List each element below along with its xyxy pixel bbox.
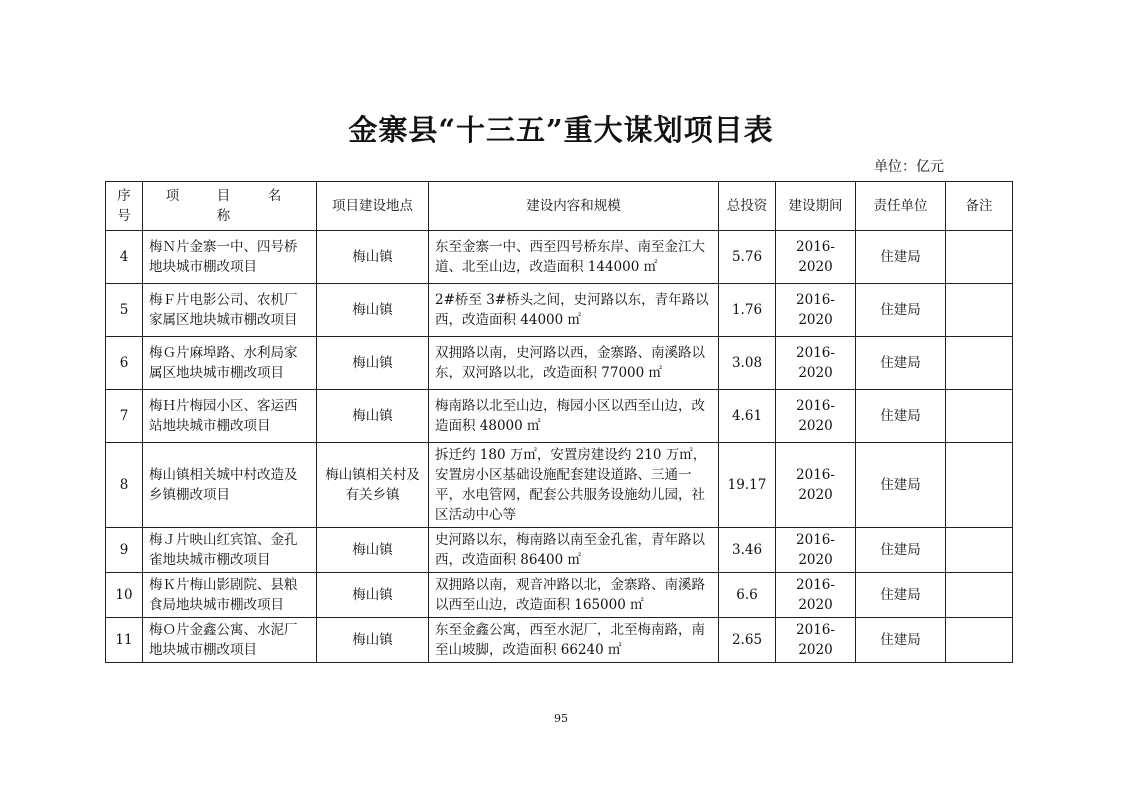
cell-period: 2016-2020: [776, 528, 856, 573]
cell-note: [946, 528, 1013, 573]
table-row: [106, 231, 1013, 284]
cell-period: 2016-2020: [776, 337, 856, 390]
cell-no: 9: [106, 528, 143, 573]
header-note: 备注: [946, 182, 1013, 231]
cell-no: 6: [106, 337, 143, 390]
cell-name: 梅Ｆ片电影公司、农机厂家属区地块城市棚改项目: [143, 284, 317, 337]
cell-note: [946, 337, 1013, 390]
header-no: 序号: [106, 182, 143, 231]
cell-name: 梅Ｊ片映山红宾馆、金孔雀地块城市棚改项目: [143, 528, 317, 573]
cell-content: 史河路以东，梅南路以南至金孔雀，青年路以西，改造面积 86400 ㎡: [429, 528, 719, 573]
cell-name: 梅山镇相关城中村改造及乡镇棚改项目: [143, 443, 317, 528]
table-header-row: [106, 182, 1013, 231]
cell-investment: 1.76: [719, 284, 776, 337]
cell-note: [946, 284, 1013, 337]
header-unit: 责任单位: [856, 182, 946, 231]
cell-content: 东至金寨一中、西至四号桥东岸、南至金江大道、北至山边，改造面积 144000 ㎡: [429, 231, 719, 284]
cell-no: 10: [106, 573, 143, 618]
table-row: [106, 618, 1013, 663]
cell-location: 梅山镇: [317, 618, 429, 663]
cell-name: 梅Ｏ片金鑫公寓、水泥厂地块城市棚改项目: [143, 618, 317, 663]
cell-content: 双拥路以南，史河路以西，金寨路、南溪路以东，双河路以北，改造面积 77000 ㎡: [429, 337, 719, 390]
table-row: [106, 528, 1013, 573]
cell-location: 梅山镇: [317, 337, 429, 390]
cell-location: 梅山镇: [317, 390, 429, 443]
cell-unit: 住建局: [856, 443, 946, 528]
cell-note: [946, 618, 1013, 663]
header-content: 建设内容和规模: [429, 182, 719, 231]
cell-no: 7: [106, 390, 143, 443]
cell-period: 2016-2020: [776, 390, 856, 443]
cell-name: 梅Ｋ片梅山影剧院、县粮食局地块城市棚改项目: [143, 573, 317, 618]
cell-investment: 5.76: [719, 231, 776, 284]
cell-no: 11: [106, 618, 143, 663]
cell-location: 梅山镇: [317, 528, 429, 573]
cell-content: 双拥路以南，观音冲路以北，金寨路、南溪路以西至山边，改造面积 165000 ㎡: [429, 573, 719, 618]
cell-name: 梅Ｇ片麻埠路、水利局家属区地块城市棚改项目: [143, 337, 317, 390]
cell-unit: 住建局: [856, 284, 946, 337]
cell-unit: 住建局: [856, 573, 946, 618]
cell-no: 8: [106, 443, 143, 528]
cell-no: 4: [106, 231, 143, 284]
table-row: [106, 337, 1013, 390]
cell-period: 2016-2020: [776, 573, 856, 618]
header-location: 项目建设地点: [317, 182, 429, 231]
cell-investment: 6.6: [719, 573, 776, 618]
header-name: 项 目 名 称: [143, 182, 317, 231]
page-number: 95: [554, 712, 568, 725]
cell-unit: 住建局: [856, 528, 946, 573]
cell-content: 2#桥至 3#桥头之间，史河路以东，青年路以西，改造面积 44000 ㎡: [429, 284, 719, 337]
cell-unit: 住建局: [856, 231, 946, 284]
cell-note: [946, 390, 1013, 443]
projects-table: [105, 181, 1013, 663]
cell-investment: 19.17: [719, 443, 776, 528]
unit-label: 单位：亿元: [874, 159, 944, 175]
cell-period: 2016-2020: [776, 284, 856, 337]
table-row: [106, 390, 1013, 443]
cell-location: 梅山镇: [317, 573, 429, 618]
cell-location: 梅山镇: [317, 231, 429, 284]
cell-unit: 住建局: [856, 390, 946, 443]
cell-unit: 住建局: [856, 618, 946, 663]
cell-investment: 3.46: [719, 528, 776, 573]
table-row: [106, 284, 1013, 337]
cell-investment: 3.08: [719, 337, 776, 390]
cell-content: 东至金鑫公寓，西至水泥厂，北至梅南路，南至山坡脚，改造面积 66240 ㎡: [429, 618, 719, 663]
cell-name: 梅Ｈ片梅园小区、客运西站地块城市棚改项目: [143, 390, 317, 443]
table-row: [106, 573, 1013, 618]
header-period: 建设期间: [776, 182, 856, 231]
cell-note: [946, 231, 1013, 284]
cell-period: 2016-2020: [776, 618, 856, 663]
table-row: [106, 443, 1013, 528]
cell-name: 梅Ｎ片金寨一中、四号桥地块城市棚改项目: [143, 231, 317, 284]
cell-content: 梅南路以北至山边，梅园小区以西至山边，改造面积 48000 ㎡: [429, 390, 719, 443]
header-investment: 总投资: [719, 182, 776, 231]
cell-content: 拆迁约 180 万㎡，安置房建设约 210 万㎡，安置房小区基础设施配套建设道路、三通一平，水电管网，配套公共服务设施幼儿园，社区活动中心等: [429, 443, 719, 528]
cell-period: 2016-2020: [776, 443, 856, 528]
document-title: 金寨县“十三五”重大谋划项目表: [348, 113, 774, 147]
cell-investment: 2.65: [719, 618, 776, 663]
cell-location: 梅山镇: [317, 284, 429, 337]
cell-location: 梅山镇相关村及有关乡镇: [317, 443, 429, 528]
cell-no: 5: [106, 284, 143, 337]
cell-investment: 4.61: [719, 390, 776, 443]
cell-period: 2016-2020: [776, 231, 856, 284]
cell-unit: 住建局: [856, 337, 946, 390]
cell-note: [946, 443, 1013, 528]
cell-note: [946, 573, 1013, 618]
